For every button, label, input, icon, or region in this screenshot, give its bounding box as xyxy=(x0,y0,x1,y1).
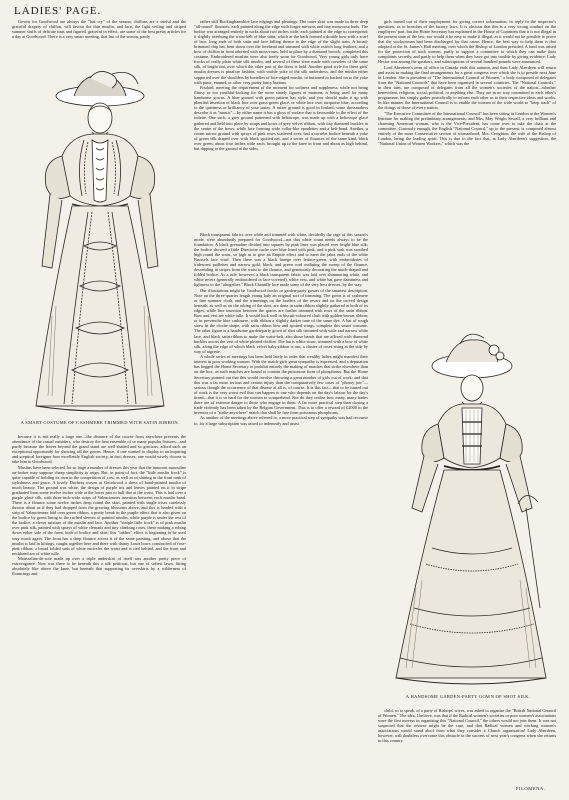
paragraph: Our illustrations might be Goodwood frocks or garden-party gowns of the smartest description. Note on the three-quarter length young lady an original sort of trimming. The gown is of cashmere or fine summer cloth, and the trimmings on the borders of the revers and on the curved design beneath, as well as on the robing of the skirt, are done in satin ribbon slightly gathered at both of its edges, while lace insertion between the spaces are further trimmed with rows of the satin ribbon. Bow and vest are white tulle. It would look well in biscuit-coloured cloth with golden-brown ribbon; or in prevenche blue cashmere, with ribbon a slightly darker tone of the same dye. A hat of rough straw in the cloche shape, with satin ribbon bow and spotted wings, complete this smart costume. The other figure is a handsome garden-party gown of shot silk trimmed with wide and narrow white lace, and black satin ribbon to make the waist-belt, also those bands that are affixed with diamond buckles across the vest of white pleated chiffon. The hat is white straw, trimmed with a bow of white silk, along the edge of which black velvet baby-ribbon is run, a cluster of roses rising at the side by way of aigrette. xyxy=(194,288,368,354)
paragraph: Black transparent fabrics over white and trimmed with white, decidedly the rage of this season's mode, were abundantly prepared for Goodwood—not that white count needs always to be the foundation. A black grenadine divided into squares by pink lines was placed over bright blue silk; the bodice showed a little Directoire ruche over blue lined with pink, and a pink sash was swathed high round the waist, so high as to give an Empire effect and to meet the jabot ends of the white Brussels lace scarf. Then there was a black barège over lettuce-green, with embroideries of iridescent paillettes and narrow gold, black, and green cord outlining the sweep of the flounce, descending in stripes from the waist to the flounce, and generously decorating the much-draped and folded bodice. As a rule, however, a black transparent fabric was laid over shimmering white, and white revers (generally embroidered or lace-covered), white vest, and white hat gave daintiness and lightness to the "altogether." Black Chantilly lace made some of the very best dresses, by the way. xyxy=(194,232,368,288)
paragraph: girls turned out of their employment for giving correct information, in reply to the inspector's questions, as to breaches of the factory laws. It is obvious that this is a very wrong conduct on the employers' part, but the Home Secretary has explained in the House of Commons that it is not illegal in the present state of the law; nor would it be easy to make it illegal, as it would not be possible to prove that the workwoman had been discharged for that cause. Hence, the best way to help them is that adopted at the St. James's Hall meeting, over which the Bishop of London presided. A fund was raised for the protection of such women, partly to support a committee to which they can make their complaints secretly, and partly to help them when they have got into trouble by giving evidence. Lady Hector was among the speakers, and subscriptions of several hundred pounds were announced. xyxy=(378,19,556,65)
column-2-mid-text xyxy=(194,232,368,792)
paragraph: Mousseline-de-soie made up over a triple underskirt of itself was another pretty piece of extravagance. Now was there to be beneath this a silk petticoat, but one of softest lawn, fitting absolutely like above the knee, but beneath that supporting its overskirts by a wilderness of flouncings and xyxy=(12,556,186,577)
left-figure-caption: A SMART COSTUME OF CASHMERE TRIMMED WITH SATIN RIBBON. xyxy=(20,420,180,425)
paragraph: because it is not really a large one—the distance of the course from anywhere prevents the attendance of the casual outsiders, who destroy the best ensemble of so many popular fixtures—and partly because the leaves beyond the grand stand are well shaded and so gracious, afford such an exceptional opportunity for showing off the gowns. Hence, if one wanted to display to an inquiring and sceptical foreigner how excellently English society, in fact, dresses, one would wisely choose to take him to Goodwood. xyxy=(12,434,186,465)
paragraph: "The Executive Committee of the International Council" has been sitting in London at the Women's Institute for making the preliminary arrangements; and Mrs. May Wright Sewall, a very brilliant and charming American woman, who is the Vice-President, has come over to take the chair at the committee. Curiously enough, the English "National Council," up to the present, is composed almost entirely of the more Conservative section of womanhood, Mrs. Creighton, the wife of the Bishop of London, being the leading spirit. This is due to the fact that, at Lady Aberdeen's suggestion, the "National Union of Women Workers," which was the xyxy=(378,111,556,147)
cashmere-costume-illustration xyxy=(12,66,188,418)
paragraph: As another of the meetings above referred to, a more practical step of sympathy was had recourse to, for a large subscription was raised to indemnify and assist xyxy=(194,415,368,426)
column-3-bottom-text xyxy=(378,708,556,786)
paragraph: rather stiff Buckinghamshire lace edgings and pleatings. The outer skirt was made in three deep "all-round" flounces, each painted along the edge with forget-me-nots and tiny moss-rose buds. The bodice was arranged entirely in tucks about two inches wide, each painted at the edge to correspond; it slightly overhung the waist-belt of blue satin, which at the back formed a double bow with a scarf of lace, long ends of both satin and lace falling thence to the edge of the slight train. A broad-brimmed chip hat, bent down over the forehead and trimmed with white ostrich long feathers, and a bow of chiffon in front adorned with moss-roses, held in place by a diamond brooch, completed this costume. Embroidered muslins were also freely worn for Goodwood. Very young girls only have frocks of really plain white silk muslin, and several of these were made with corselets of the same silk, of bright tint, over which the other part of the dress is held. Another good style for these girls' muslin dresses is pinafore fashion, with visible yoke of the silk underdress, and the muslin either supported over the shoulders by bretelles of lace-edged muslin, or buttoned or backed on to the yoke with paste, enamel, or other very pretty fancy buttons. xyxy=(194,19,368,85)
figure-shot-silk-gown xyxy=(376,308,560,692)
author-signature: FILOMENA. xyxy=(516,786,546,791)
paragraph: Lord Aberdeen's term of office in Canada ends this autumn, and then Lady Aberdeen will return and assist in making the final arrangements for a great congress over which she is to preside next June in London. She is president of "The International Council of Women," a body composed of delegates from the "National Councils" that have been organised in several countries. The "National Councils," in their turn, are composed of delegates from all the women's societies of the nation—whether benevolent, religious, social, political, or anything else. They are in no way committed to each other's programme, but simply gather periodically to inform each other as to their respective ideas and works. In like manner the International Council is to enable the women of the wide world to "keep track" of the doings of those of every nation. xyxy=(378,65,556,111)
right-figure-caption: A HANDSOME GARDEN-PARTY GOWN OF SHOT SILK. xyxy=(405,694,531,699)
column-3-top-text xyxy=(378,19,556,347)
figure-cashmere-costume xyxy=(12,66,188,418)
paragraph: A whole series of meetings has been held lately in order that wealthy ladies might manifest their interest in poor working women. With the match-girls great sympathy is expressed, and a deputation has begged the Home Secretary to prohibit entirely the making of matches that strike elsewhere than on the box, as such matches are bound to contain the poisonous form of phosphorus. But the Home Secretary pointed out that this would involve throwing a great number of girls out of work; and that this was a far more serious and certain injury than the comparatively few cases of "phossy jaw"—serious though the occurrence of that disease at all is, of course. It is this fact—that to be turned out of work is the very worst evil that can happen to one who depends on the day's labour for the day's bread—that it is so hard for the women to comprehend. Nor do they realise how many, many trades there are of extreme danger to those who engage in them. A far more practical step than closing a trade violently has been taken by the Belgian Government. This is to offer a reward of £2000 to the inventor of a "strike anywhere" match that shall be free from poisonous phosphorus. xyxy=(194,354,368,415)
paragraph: child, so to speak, of a party of Bishops' wives, was asked to organise the "British National Council of Women." The idea, I believe, was that if the Radical women's societies or poor women's associations were the first movers in organising this "National Council," the others would not join them. It was not suspected that the reverse might be the case, and that Radical women and working women's associations would stand aloof from what they consider a Church organisation! Lady Aberdeen, however, will doubtless overcome this obstacle to the success of next year's congress when she returns to this country. xyxy=(378,708,556,744)
paragraph: Foulard, meeting the requirement of the moment for softness and suppleness, while not being flimsy or too youthful-looking for the more stately figures of matrons, is being used for many handsome gowns. A blue ground with green pattern has style, and you should make it up with plentiful insertion of black lace over grass-green glacé, or white lace over turquoise blue, according to the quietness or brilliancy of your tastes. A mixer ground is good in foulard; some dressmakers describe it as "mastic"—by either name it has a gloss of surface that is favourable to the effect of the toilette. One such, a grey ground patterned with heliotrope, was made up with a heliotrope glacé gathered and held into place by straps and bows of grey velvet ribbon, with tiny diamond buckles in the centre of the bows, while lace forming wide collar-like epaulettes and a belt-band. Another, a cream mirror ground with sprays of pink roses scattered over, had a corselet bodice beneath a yoke of green silk draped over with black spotted net, and a series of flounces of the same kind, black over green, about four inches wide each, brought up to the knee in front and about as high behind, but dipping to the ground at the sides. xyxy=(194,85,368,151)
column-2-top-text xyxy=(194,19,368,227)
paragraph: Gowns for Goodwood are always the "last cry" of the season; chiffons are a useful and the graceful drapery of chiffon, will favour the thin muslin, and lace, the light veiling and striped summer stuffs of delicate tints and figured, graceful in effect, are some of the best pretty articles for a day at Goodwood. There is a very smart meeting, that last of the season, partly xyxy=(12,19,186,40)
column-1-top-text xyxy=(12,19,186,63)
shot-silk-gown-illustration xyxy=(376,308,560,692)
column-1-bottom-text xyxy=(12,434,186,792)
paragraph: Muslins have been selected for so large a number of dresses this year that the innocent masculine on-looker may suppose cheap simplicity to reign. But, in point of fact, the "little muslin frock" is quite capable of holding its own in the competition of cost, as well as of shining in the front rank of stylishness and grace. A lovely Duchess woven at Goodwood a dress of hand-painted muslin of much beauty. The ground was white, the design of purple iris and leaves painted on it in stripe graduated from some twelve inches wide at the lower part to half that at the waist. This is laid over a purple glacé silk, with three-inch-wide strips of Valenciennes insertion between each muslin band. There is a flounce some twelve inches deep round the skirt, painted with single irises carelessly thrown about as if they had dropped from the growing blossoms above, and this is headed with a strip of Valenciennes laid over green ribbon, a pretty break in the purple effect that is also given on the bodice by green lining to the ruched sleeves of painted muslin, while purple is under the rest of the bodice, a clever mixture of the muslin and lace. Another "simple little frock" is of pink muslin over pink silk, painted with sprays of white clematis and tiny climbing roses, these making a robing down either side of the front, both of bodice and skirt; this "tablier" effect is beginning to be used very much again. The front has a deep flounce across it of the same painting, and above that the muslin is laid in kiltings, caught together here and there with dainty Louis bows constructed of rose-pink ribbon; a broad folded sash of white encircles the waist and is tied behind, and the front and neckband are of white tulle. xyxy=(12,464,186,556)
page-title: LADIES' PAGE. xyxy=(14,5,102,17)
